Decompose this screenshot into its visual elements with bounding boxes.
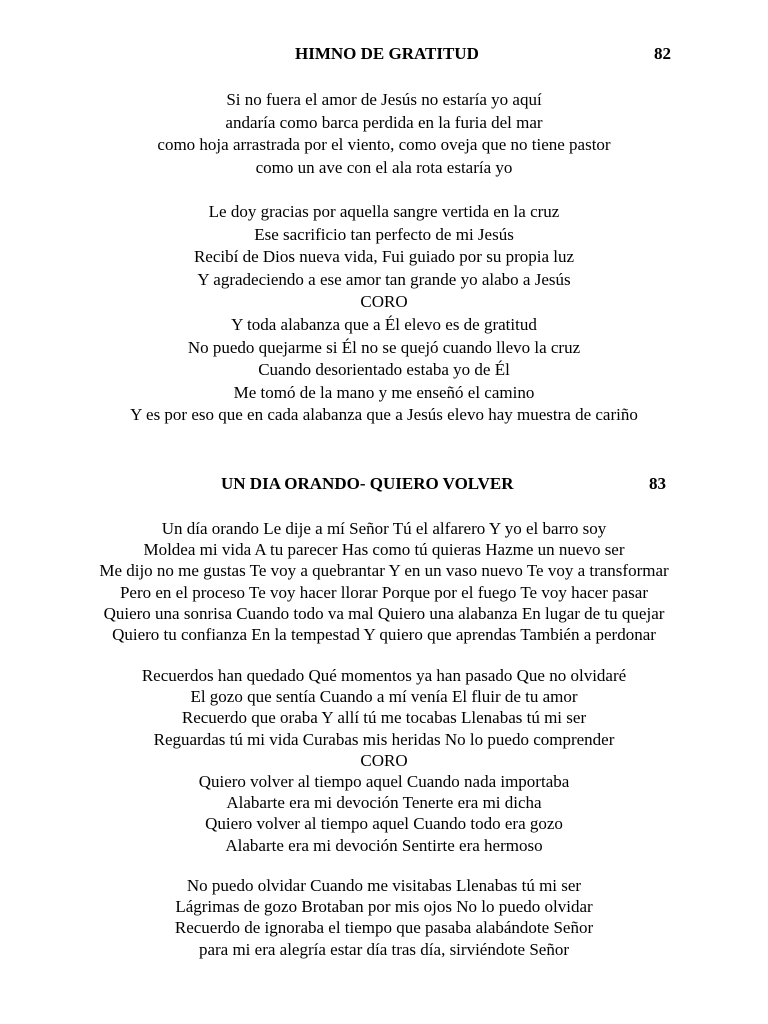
lyric-line: El gozo que sentía Cuando a mí venía El fluir de tu amor <box>190 687 578 707</box>
lyric-line: Quiero una sonrisa Cuando todo va mal Quiero una alabanza En lugar de tu quejar <box>103 603 665 623</box>
lyric-line: Pero en el proceso Te voy hacer llorar Porque por el fuego Te voy hacer pasar <box>119 582 649 602</box>
lyric-line: Me tomó de la mano y me enseñó el camino <box>233 382 535 402</box>
lyric-line: No puedo quejarme si Él no se quejó cuando llevo la cruz <box>187 337 581 357</box>
hymn2-stanza-1 <box>0 518 768 645</box>
hymn2-stanza-3 <box>0 875 768 960</box>
lyric-line: Le doy gracias por aquella sangre vertida en la cruz <box>208 202 560 221</box>
hymn-title: UN DIA ORANDO- QUIERO VOLVER <box>221 474 514 493</box>
lyric-line: Y es por eso que en cada alabanza que a Jesús elevo hay muestra de cariño <box>130 405 638 425</box>
lyric-line: Recuerdo de ignoraba el tiempo que pasaba alabándote Señor <box>174 918 594 938</box>
hymn-number: 82 <box>654 44 671 63</box>
lyric-line: No puedo olvidar Cuando me visitabas Llenabas tú mi ser <box>186 876 582 895</box>
lyric-line: Recuerdos han quedado Qué momentos ya han pasado Que no olvidaré <box>141 666 627 685</box>
lyric-line: Cuando desorientado estaba yo de Él <box>258 360 510 380</box>
lyric-line: Me dijo no me gustas Te voy a quebrantar Y en un vaso nuevo Te voy a transformar <box>99 561 669 581</box>
lyric-line: Alabarte era mi devoción Sentirte era hermoso <box>225 835 543 855</box>
lyric-line: Reguardas tú mi vida Curabas mis heridas No lo puedo comprender <box>153 729 615 749</box>
coro-label: CORO <box>360 750 408 770</box>
lyric-line: Alabarte era mi devoción Tenerte era mi dicha <box>226 793 542 813</box>
lyric-line: Lágrimas de gozo Brotaban por mis ojos No lo puedo olvidar <box>175 897 593 917</box>
lyric-line: andaría como barca perdida en la furia del mar <box>225 112 543 132</box>
lyric-line: Y agradeciendo a ese amor tan grande yo alabo a Jesús <box>197 269 571 289</box>
hymn2-stanza-2 <box>0 665 768 856</box>
lyric-line: Si no fuera el amor de Jesús no estaría yo aquí <box>226 90 542 109</box>
lyric-line: Recuerdo que oraba Y allí tú me tocabas Llenabas tú mi ser <box>181 708 587 728</box>
coro-label: CORO <box>360 292 408 312</box>
lyric-line: Quiero tu confianza En la tempestad Y quiero que aprendas También a perdonar <box>112 624 656 644</box>
lyric-line: Un día orando Le dije a mí Señor Tú el alfarero Y yo el barro soy <box>161 519 607 538</box>
lyric-line: para mi era alegría estar día tras día, sirviéndote Señor <box>198 939 570 959</box>
lyric-line: Y toda alabanza que a Él elevo es de gratitud <box>231 314 537 334</box>
lyric-line: como un ave con el ala rota estaría yo <box>255 157 513 177</box>
lyric-line: Ese sacrificio tan perfecto de mi Jesús <box>254 224 514 244</box>
hymn-title: HIMNO DE GRATITUD <box>295 44 479 63</box>
lyric-line: Moldea mi vida A tu parecer Has como tú quieras Hazme un nuevo ser <box>143 540 625 560</box>
lyric-line: Quiero volver al tiempo aquel Cuando todo era gozo <box>205 814 563 834</box>
lyric-line: como hoja arrastrada por el viento, como oveja que no tiene pastor <box>157 135 611 155</box>
hymn1-stanza-2 <box>0 201 768 427</box>
hymn1-stanza-1 <box>0 89 768 179</box>
lyric-line: Quiero volver al tiempo aquel Cuando nada importaba <box>198 771 570 791</box>
hymn-number: 83 <box>649 474 666 493</box>
lyric-line: Recibí de Dios nueva vida, Fui guiado por su propia luz <box>193 247 575 267</box>
